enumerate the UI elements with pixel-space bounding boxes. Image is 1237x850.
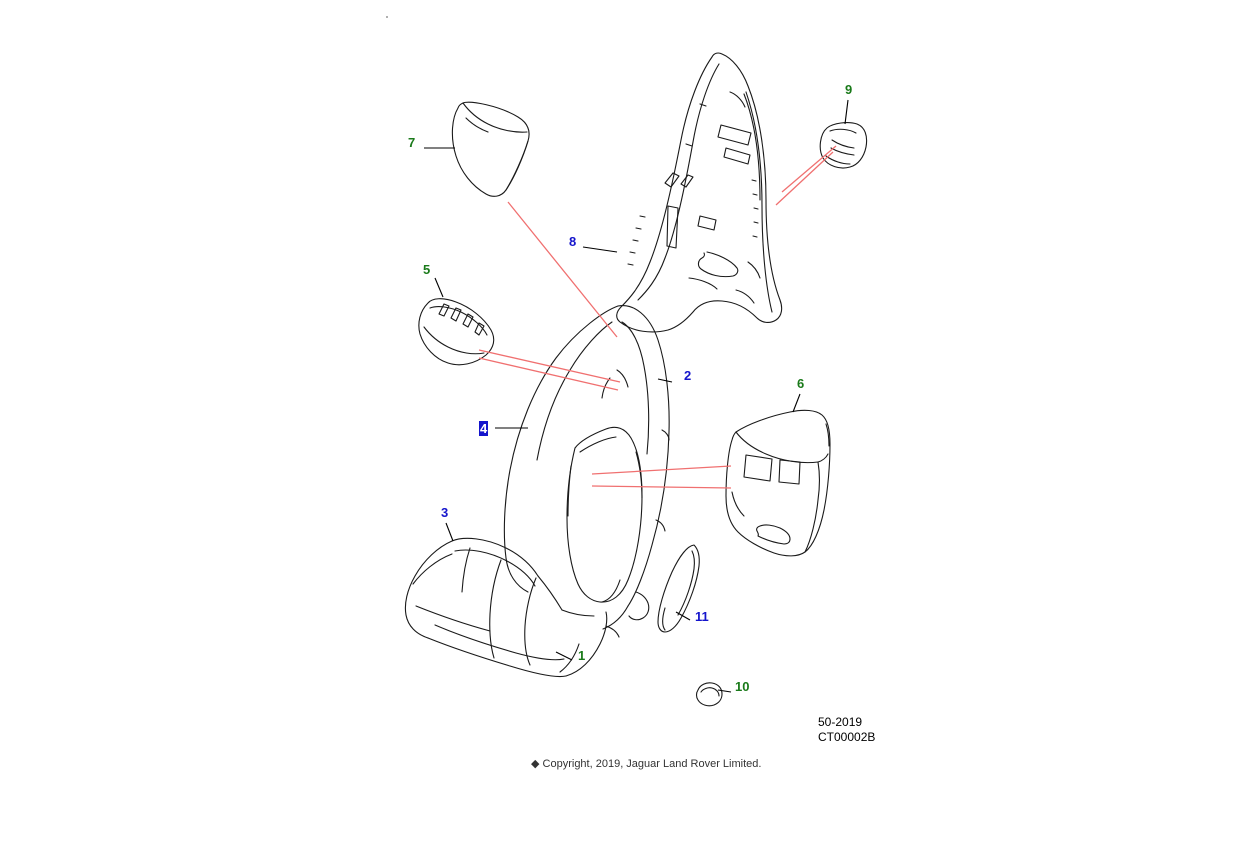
leader-6a (592, 466, 731, 474)
leader-label-5 (435, 278, 443, 297)
figure-code: CT00002B (818, 730, 876, 744)
callout-4[interactable]: 4 (480, 421, 488, 436)
leader-label-2 (658, 379, 672, 382)
leader-label-10 (718, 690, 731, 692)
leader-label-1 (556, 652, 572, 660)
leader-5a (479, 350, 620, 382)
leader-6b (592, 486, 731, 488)
leader-9a (776, 152, 833, 205)
callout-1[interactable]: 1 (578, 648, 586, 663)
leader-7 (508, 202, 617, 337)
figure-date: 50-2019 (818, 715, 863, 729)
copyright-text: Copyright, 2019, Jaguar Land Rover Limited. (542, 758, 762, 770)
leader-label-6 (793, 394, 800, 412)
copyright-notice (531, 757, 761, 770)
callout-7[interactable]: 7 (408, 135, 416, 150)
callout-8[interactable]: 8 (569, 234, 577, 249)
callout-11[interactable]: 11 (695, 609, 709, 624)
callout-2[interactable]: 2 (684, 368, 692, 383)
callout-10[interactable]: 10 (735, 679, 750, 694)
callout-9[interactable]: 9 (845, 82, 853, 97)
leader-label-3 (446, 523, 453, 541)
leader-label-8 (583, 247, 617, 252)
leader-label-9 (845, 100, 848, 124)
leader-9b (782, 146, 836, 192)
leader-label-11 (676, 612, 690, 620)
leader-5b (479, 358, 618, 390)
copyright-symbol: ◆ (531, 758, 540, 770)
callout-6[interactable]: 6 (797, 376, 805, 391)
callout-3[interactable]: 3 (441, 505, 449, 520)
callout-5[interactable]: 5 (423, 262, 431, 277)
